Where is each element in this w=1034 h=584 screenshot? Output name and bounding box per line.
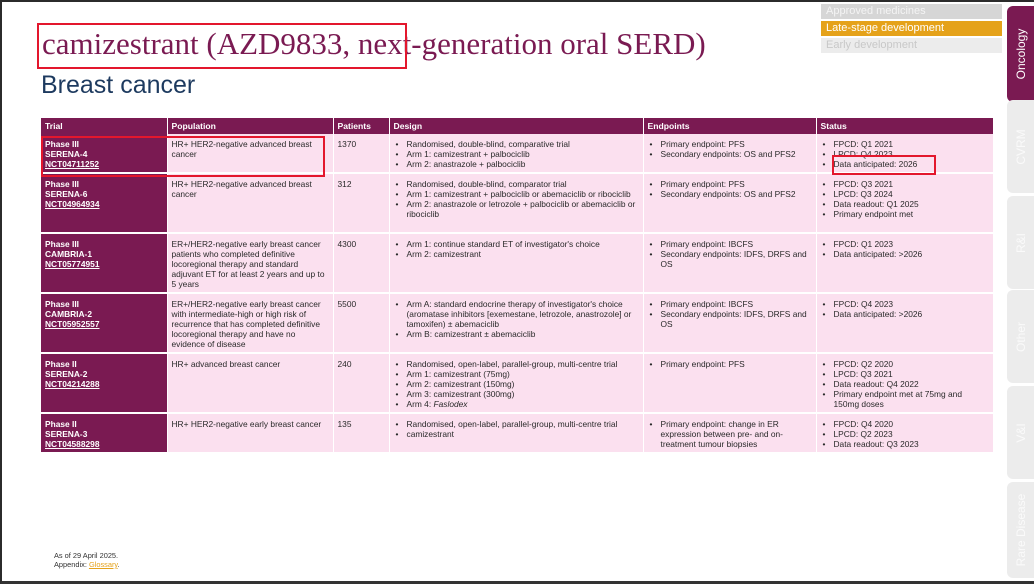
- list-item: • Secondary endpoints: IDFS, DRFS and OS: [648, 309, 812, 329]
- trial-nct-link[interactable]: NCT04711252: [45, 159, 100, 169]
- list-item: • LPCD: Q3 2024: [821, 189, 989, 199]
- list-item: • camizestrant: [394, 429, 639, 439]
- trial-phase: Phase II: [45, 419, 77, 429]
- header-status: Status: [816, 118, 993, 134]
- status-cell: [816, 233, 993, 293]
- list-item: • LPCD: Q2 2023: [821, 429, 989, 439]
- table-row: [41, 134, 993, 173]
- design-cell: [389, 413, 643, 453]
- table-row: [41, 293, 993, 353]
- design-cell: [389, 293, 643, 353]
- status-cell: [816, 173, 993, 233]
- list-item: • Arm 1: camizestrant + palbociclib: [394, 149, 639, 159]
- trial-cell: [41, 413, 167, 453]
- legend-early: Early development: [821, 38, 1002, 53]
- list-item: • FPCD: Q1 2023: [821, 239, 989, 249]
- tab-ri[interactable]: R&I: [1007, 196, 1034, 289]
- trial-nct-link[interactable]: NCT05952557: [45, 319, 100, 329]
- trial-nct-link[interactable]: NCT04964934: [45, 199, 100, 209]
- section-tabs: [1007, 0, 1034, 584]
- table-row: [41, 173, 993, 233]
- trial-cell: [41, 134, 167, 173]
- list-item: • Primary endpoint: PFS: [648, 179, 812, 189]
- list-item: • Primary endpoint: change in ER expression between pre- and on-treatment tumour biopsies: [648, 419, 812, 449]
- tab-other[interactable]: Other: [1007, 290, 1034, 383]
- design-cell: [389, 233, 643, 293]
- patients-cell: 5500: [333, 293, 389, 353]
- trial-phase: Phase III: [45, 139, 79, 149]
- title-description: next-generation oral SERD): [350, 26, 706, 61]
- legend: [821, 4, 1002, 55]
- patients-cell: 312: [333, 173, 389, 233]
- trials-table: [41, 118, 994, 454]
- list-item: • Arm B: camizestrant ± abemaciclib: [394, 329, 639, 339]
- tab-rare-disease[interactable]: Rare Disease: [1007, 482, 1034, 578]
- trial-cell: [41, 293, 167, 353]
- list-item: • Arm 4: Faslodex: [394, 399, 639, 409]
- list-item: • FPCD: Q4 2023: [821, 299, 989, 309]
- list-item: • FPCD: Q4 2020: [821, 419, 989, 429]
- trial-name: SERENA-2: [45, 369, 88, 379]
- status-cell: [816, 134, 993, 173]
- trial-nct-link[interactable]: NCT04588298: [45, 439, 100, 449]
- trial-name: CAMBRIA-1: [45, 249, 92, 259]
- list-item: • Primary endpoint: PFS: [648, 359, 812, 369]
- population-cell: HR+ advanced breast cancer: [167, 353, 333, 413]
- list-item: • Primary endpoint met at 75mg and 150mg doses: [821, 389, 989, 409]
- population-cell: HR+ HER2-negative early breast cancer: [167, 413, 333, 453]
- design-cell: [389, 134, 643, 173]
- population-cell: HR+ HER2-negative advanced breast cancer: [167, 134, 333, 173]
- page-subtitle: Breast cancer: [41, 71, 196, 99]
- list-item: • Arm 2: anastrazole or letrozole + palbociclib or abemaciclib or ribociclib: [394, 199, 639, 219]
- list-item: • Randomised, open-label, parallel-group, multi-centre trial: [394, 419, 639, 429]
- list-item: • Data readout: Q3 2023: [821, 439, 989, 449]
- design-cell: [389, 173, 643, 233]
- endpoints-cell: [643, 134, 816, 173]
- list-item: • Primary endpoint met: [821, 209, 989, 219]
- header-population: Population: [167, 118, 333, 134]
- header-trial: Trial: [41, 118, 167, 134]
- trial-nct-link[interactable]: NCT05774951: [45, 259, 100, 269]
- list-item: • Arm 1: camizestrant + palbociclib or abemaciclib or ribociclib: [394, 189, 639, 199]
- title-drug-name: camizestrant (AZD9833,: [42, 26, 351, 61]
- endpoints-cell: [643, 233, 816, 293]
- legend-approved: Approved medicines: [821, 4, 1002, 19]
- trial-nct-link[interactable]: NCT04214288: [45, 379, 100, 389]
- design-cell: [389, 353, 643, 413]
- table-row: [41, 353, 993, 413]
- list-item: • Randomised, open-label, parallel-group, multi-centre trial: [394, 359, 639, 369]
- endpoints-cell: [643, 173, 816, 233]
- patients-cell: 1370: [333, 134, 389, 173]
- list-item: • Arm 1: continue standard ET of investigator's choice: [394, 239, 639, 249]
- endpoints-cell: [643, 413, 816, 453]
- trial-phase: Phase III: [45, 299, 79, 309]
- list-item: • Primary endpoint: PFS: [648, 139, 812, 149]
- list-item: • Primary endpoint: IBCFS: [648, 239, 812, 249]
- list-item: • FPCD: Q1 2021: [821, 139, 989, 149]
- list-item: • Arm A: standard endocrine therapy of investigator's choice (aromatase inhibitors [exemestane, letrozole, anastrozole] or tamoxifen) ± abemaciclib: [394, 299, 639, 329]
- endpoints-cell: [643, 293, 816, 353]
- list-item: • Arm 2: anastrazole + palbociclib: [394, 159, 639, 169]
- trial-phase: Phase III: [45, 179, 79, 189]
- trial-cell: [41, 233, 167, 293]
- tab-oncology[interactable]: Oncology: [1007, 6, 1034, 102]
- table-row: [41, 233, 993, 293]
- population-cell: HR+ HER2-negative advanced breast cancer: [167, 173, 333, 233]
- population-cell: ER+/HER2-negative early breast cancer with intermediate-high or high risk of recurrence that has completed definitive locoregional therapy and have no evidence of disease: [167, 293, 333, 353]
- list-item: • Randomised, double-blind, comparator trial: [394, 179, 639, 189]
- trial-phase: Phase II: [45, 359, 77, 369]
- list-item: • Arm 2: camizestrant (150mg): [394, 379, 639, 389]
- endpoints-cell: [643, 353, 816, 413]
- header-patients: Patients: [333, 118, 389, 134]
- list-item: • FPCD: Q3 2021: [821, 179, 989, 189]
- table-row: [41, 413, 993, 453]
- list-item: • Secondary endpoints: IDFS, DRFS and OS: [648, 249, 812, 269]
- footnote-appendix: Appendix: Glossary.: [54, 560, 120, 569]
- population-cell: ER+/HER2-negative early breast cancer patients who completed definitive locoregional therapy and standard adjuvant ET for at least 2 years and up to 5 years: [167, 233, 333, 293]
- list-item: • Data anticipated: >2026: [821, 249, 989, 259]
- list-item: • LPCD: Q4 2023: [821, 149, 989, 159]
- status-cell: [816, 293, 993, 353]
- faslodex-label: Faslodex: [433, 399, 468, 409]
- footnote: [54, 551, 120, 569]
- patients-cell: 135: [333, 413, 389, 453]
- trial-name: SERENA-4: [45, 149, 88, 159]
- patients-cell: 240: [333, 353, 389, 413]
- status-cell: [816, 413, 993, 453]
- list-item: • Data readout: Q4 2022: [821, 379, 989, 389]
- list-item: • Arm 2: camizestrant: [394, 249, 639, 259]
- footnote-date: As of 29 April 2025.: [54, 551, 119, 560]
- glossary-link[interactable]: Glossary: [88, 560, 118, 569]
- table-header-row: [41, 118, 993, 134]
- trial-phase: Phase III: [45, 239, 79, 249]
- trial-name: SERENA-6: [45, 189, 88, 199]
- list-item: • FPCD: Q2 2020: [821, 359, 989, 369]
- page-title: [42, 26, 706, 62]
- trial-cell: [41, 173, 167, 233]
- tab-cvrm[interactable]: CVRM: [1007, 100, 1034, 193]
- list-item: • Randomised, double-blind, comparative trial: [394, 139, 639, 149]
- list-item: • Arm 3: camizestrant (300mg): [394, 389, 639, 399]
- tab-vi[interactable]: V&I: [1007, 386, 1034, 479]
- status-cell: [816, 353, 993, 413]
- header-endpoints: Endpoints: [643, 118, 816, 134]
- trial-cell: [41, 353, 167, 413]
- trial-name: CAMBRIA-2: [45, 309, 92, 319]
- list-item: • Secondary endpoints: OS and PFS2: [648, 189, 812, 199]
- header-design: Design: [389, 118, 643, 134]
- list-item: • Primary endpoint: IBCFS: [648, 299, 812, 309]
- list-item: • LPCD: Q3 2021: [821, 369, 989, 379]
- list-item: • Data anticipated: 2026: [821, 159, 989, 169]
- patients-cell: 4300: [333, 233, 389, 293]
- list-item: • Data anticipated: >2026: [821, 309, 989, 319]
- trial-name: SERENA-3: [45, 429, 88, 439]
- legend-late-stage: Late-stage development: [821, 21, 1002, 36]
- list-item: • Arm 1: camizestrant (75mg): [394, 369, 639, 379]
- list-item: • Secondary endpoints: OS and PFS2: [648, 149, 812, 159]
- list-item: • Data readout: Q1 2025: [821, 199, 989, 209]
